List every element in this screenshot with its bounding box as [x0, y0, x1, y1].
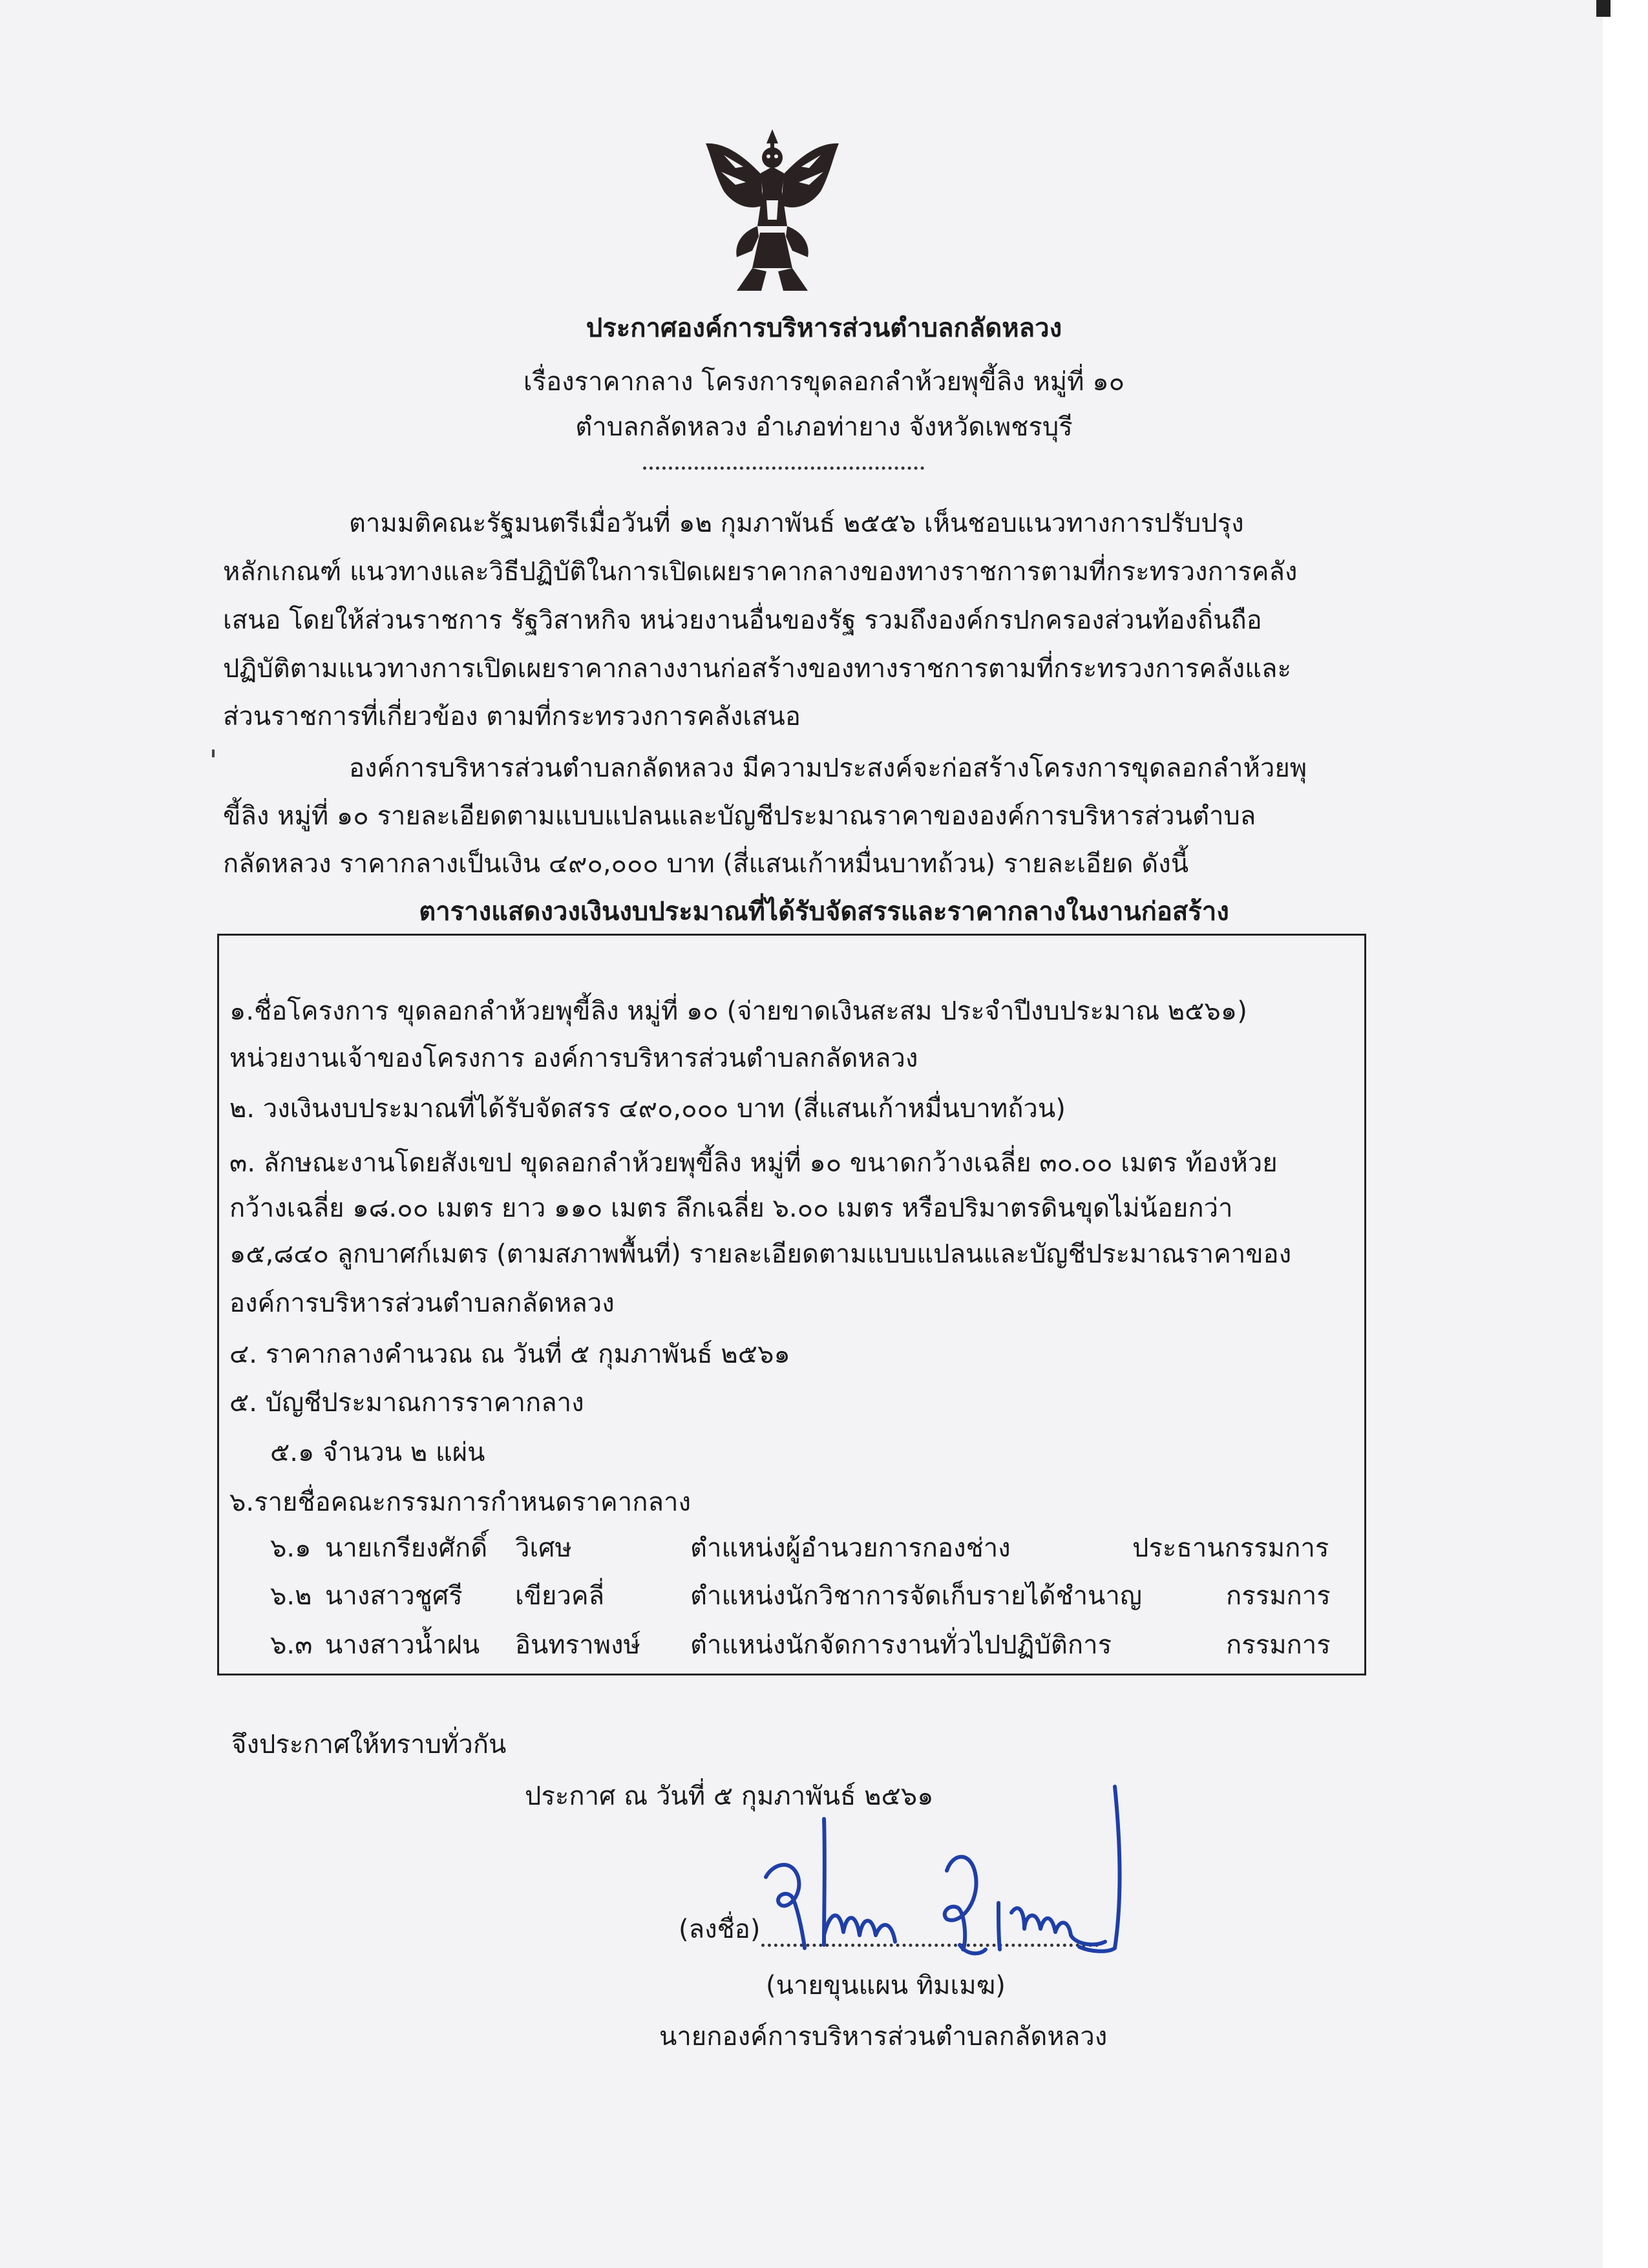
announcement-subject: เรื่องราคากลาง โครงการขุดลอกลำห้วยพุขี้ลิง หมู่ที่ ๑๐ — [523, 367, 1125, 397]
intro-line: ตามมติคณะรัฐมนตรีเมื่อวันที่ ๑๒ กุมภาพันธ์ ๒๕๕๖ เห็นชอบแนวทางการปรับปรุง — [349, 509, 1244, 538]
intro-line: เสนอ โดยให้ส่วนราชการ รัฐวิสาหกิจ หน่วยงานอื่นของรัฐ รวมถึงองค์กรปกครองส่วนท้องถิ่นถือ — [223, 605, 1262, 635]
purpose-line: กลัดหลวง ราคากลางเป็นเงิน ๔๙๐,๐๐๐ บาท (สี่แสนเก้าหมื่นบาทถ้วน) รายละเอียด ดังนี้ — [223, 849, 1189, 879]
closing-announce: จึงประกาศให้ทราบทั่วกัน — [231, 1730, 507, 1759]
committee-name: นายเกรียงศักดิ์ — [325, 1533, 488, 1563]
committee-no: ๖.๑ — [270, 1533, 312, 1563]
intro-line: หลักเกณฑ์ แนวทางและวิธีปฏิบัติในการเปิดเผยราคากลางของทางราชการตามที่กระทรวงการคลัง — [223, 557, 1298, 587]
announce-date: ประกาศ ณ วันที่ ๕ กุมภาพันธ์ ๒๕๖๑ — [525, 1781, 934, 1811]
committee-no: ๖.๓ — [270, 1630, 313, 1660]
title-divider — [643, 467, 924, 470]
purpose-line: ขี้ลิง หมู่ที่ ๑๐ รายละเอียดตามแบบแปลนและบัญชีประมาณราคาขององค์การบริหารส่วนตำบล — [223, 801, 1256, 831]
garuda-emblem-icon — [698, 129, 847, 291]
committee-role: กรรมการ — [1226, 1581, 1331, 1611]
intro-line: ส่วนราชการที่เกี่ยวข้อง ตามที่กระทรวงการคลังเสนอ — [223, 702, 801, 731]
box-item-1: หน่วยงานเจ้าของโครงการ องค์การบริหารส่วนตำบลกลัดหลวง — [229, 1044, 918, 1073]
committee-surname: อินทราพงษ์ — [515, 1630, 640, 1660]
committee-role: กรรมการ — [1226, 1630, 1331, 1660]
table-title: ตารางแสดงวงเงินงบประมาณที่ได้รับจัดสรรและราคากลางในงานก่อสร้าง — [419, 897, 1229, 927]
committee-position: ตำแหน่งนักจัดการงานทั่วไปปฏิบัติการ — [690, 1630, 1112, 1660]
box-item-3: ๓. ลักษณะงานโดยสังเขป ขุดลอกลำห้วยพุขี้ลิง หมู่ที่ ๑๐ ขนาดกว้างเฉลี่ย ๓๐.๐๐ เมตร ท้องห้วย — [229, 1148, 1278, 1178]
announcement-title: ประกาศองค์การบริหารส่วนตำบลกลัดหลวง — [586, 313, 1062, 343]
committee-position: ตำแหน่งนักวิชาการจัดเก็บรายได้ชำนาญ — [690, 1581, 1142, 1611]
purpose-line: องค์การบริหารส่วนตำบลกลัดหลวง มีความประสงค์จะก่อสร้างโครงการขุดลอกลำห้วยพุ — [349, 753, 1307, 783]
committee-name: นางสาวน้ำฝน — [325, 1630, 480, 1660]
box-item-1: ๑.ชื่อโครงการ ขุดลอกลำห้วยพุขี้ลิง หมู่ที่ ๑๐ (จ่ายขาดเงินสะสม ประจำปีงบประมาณ ๒๕๖๑) — [229, 996, 1247, 1026]
box-item-5-1: ๕.๑ จำนวน ๒ แผ่น — [270, 1438, 485, 1467]
signer-title: นายกองค์การบริหารส่วนตำบลกลัดหลวง — [659, 2022, 1108, 2052]
box-item-4: ๔. ราคากลางคำนวณ ณ วันที่ ๕ กุมภาพันธ์ ๒๕๖๑ — [229, 1339, 790, 1369]
box-item-5: ๕. บัญชีประมาณการราคากลาง — [229, 1388, 584, 1418]
signature-label: (ลงชื่อ) — [679, 1915, 761, 1944]
committee-name: นางสาวชูศรี — [325, 1581, 463, 1611]
box-item-3: กว้างเฉลี่ย ๑๘.๐๐ เมตร ยาว ๑๑๐ เมตร ลึกเฉลี่ย ๖.๐๐ เมตร หรือปริมาตรดินขุดไม่น้อยกว่า — [229, 1193, 1233, 1223]
intro-line: ปฏิบัติตามแนวทางการเปิดเผยราคากลางงานก่อสร้างของทางราชการตามที่กระทรวงการคลังและ — [223, 654, 1291, 684]
committee-role: ประธานกรรมการ — [1132, 1533, 1329, 1563]
committee-surname: เขียวคลี่ — [515, 1581, 605, 1611]
announcement-location: ตำบลกลัดหลวง อำเภอท่ายาง จังหวัดเพชรบุรี — [575, 412, 1073, 442]
scan-corner-mark — [1596, 0, 1611, 17]
committee-no: ๖.๒ — [270, 1581, 312, 1611]
committee-surname: วิเศษ — [515, 1533, 572, 1563]
box-item-6: ๖.รายชื่อคณะกรรมการกำหนดราคากลาง — [229, 1487, 691, 1517]
box-item-3: องค์การบริหารส่วนตำบลกลัดหลวง — [229, 1288, 615, 1318]
box-item-3: ๑๕,๘๔๐ ลูกบาศก์เมตร (ตามสภาพพื้นที่) รายละเอียดตามแบบแปลนและบัญชีประมาณราคาของ — [229, 1239, 1292, 1269]
scan-tick-mark — [212, 750, 215, 757]
box-item-2: ๒. วงเงินงบประมาณที่ได้รับจัดสรร ๔๙๐,๐๐๐ บาท (สี่แสนเก้าหมื่นบาทถ้วน) — [229, 1094, 1066, 1124]
handwritten-signature — [753, 1780, 1160, 1980]
signer-name: (นายขุนแผน ทิมเมฆ) — [766, 1971, 1006, 2000]
committee-position: ตำแหน่งผู้อำนวยการกองช่าง — [690, 1533, 1011, 1563]
